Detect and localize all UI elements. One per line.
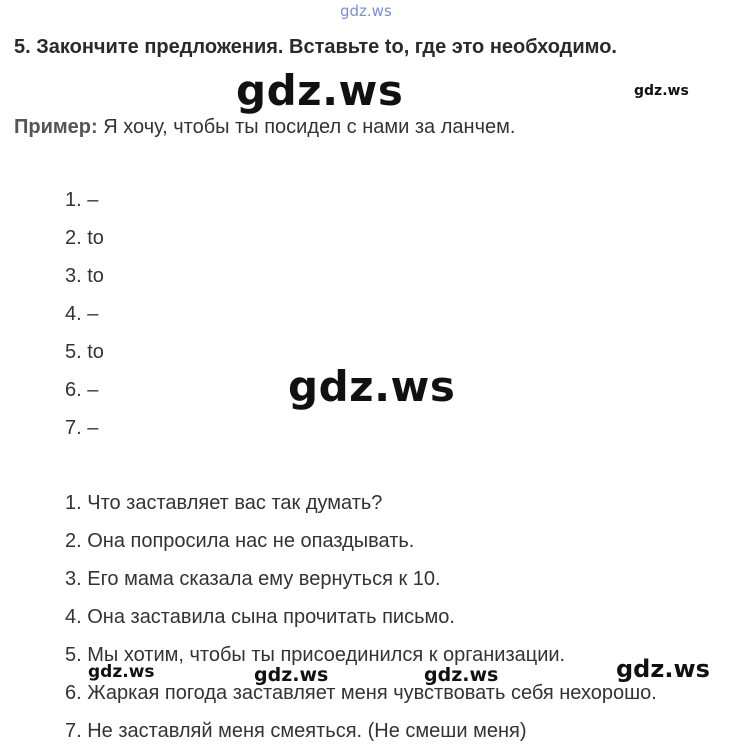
answer-item: 1. – — [65, 189, 99, 211]
sentence-item: 5. Мы хотим, чтобы ты присоединился к организации. — [65, 644, 566, 666]
watermark-large: gdz.ws — [236, 66, 404, 115]
sentence-item: 4. Она заставила сына прочитать письмо. — [65, 606, 455, 628]
watermark-small: gdz.ws — [634, 83, 689, 99]
answer-item: 5. to — [65, 341, 104, 363]
sentence-item: 1. Что заставляет вас так думать? — [65, 492, 383, 514]
answer-item: 4. – — [65, 303, 99, 325]
watermark-center: gdz.ws — [288, 362, 456, 411]
answer-item: 6. – — [65, 379, 99, 401]
sentence-item: 3. Его мама сказала ему вернуться к 10. — [65, 568, 441, 590]
watermark-bottom: gdz.ws — [424, 664, 499, 686]
watermark-bottom: gdz.ws — [88, 662, 155, 682]
example-line — [14, 116, 515, 139]
watermark-bottom: gdz.ws — [616, 655, 710, 683]
example-label: Пример: — [14, 116, 98, 138]
answer-item: 7. – — [65, 417, 99, 439]
answer-item: 2. to — [65, 227, 104, 249]
sentences-list — [65, 484, 657, 750]
watermark-top: gdz.ws — [340, 2, 392, 20]
answer-item: 3. to — [65, 265, 104, 287]
exercise-title: 5. Закончите предложения. Вставьте to, где это необходимо. — [14, 36, 617, 58]
sentence-item: 6. Жаркая погода заставляет меня чувствовать себя нехорошо. — [65, 682, 657, 704]
sentence-item: 2. Она попросила нас не опаздывать. — [65, 530, 415, 552]
watermark-bottom: gdz.ws — [254, 664, 329, 686]
example-text: Я хочу, чтобы ты посидел с нами за ланчем. — [103, 116, 516, 138]
answers-list — [65, 181, 104, 447]
sentence-item: 7. Не заставляй меня смеяться. (Не смеши меня) — [65, 720, 527, 742]
